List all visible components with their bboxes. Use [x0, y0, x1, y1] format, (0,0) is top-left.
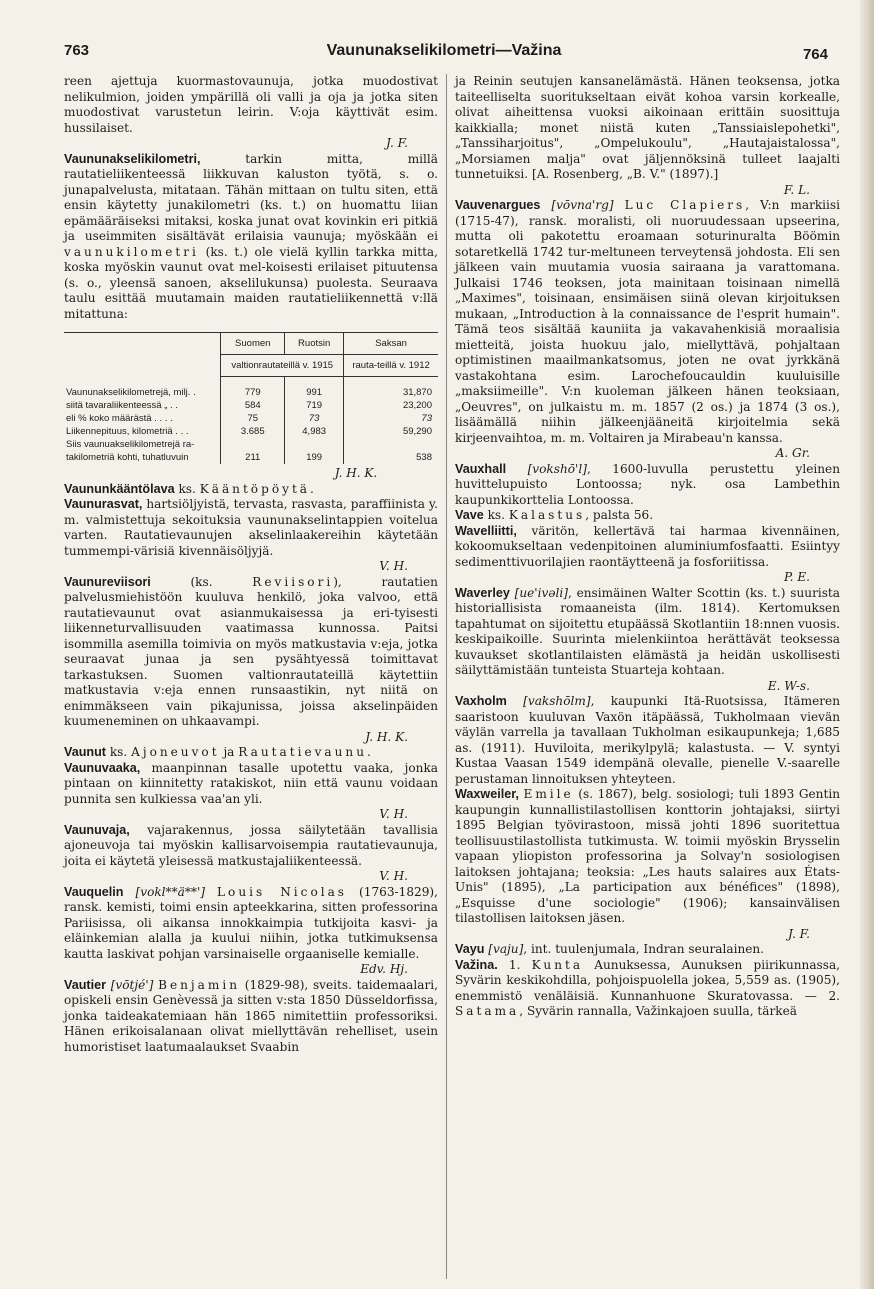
table-corner: [64, 333, 221, 355]
entry-text: , int. tuulenjumala, Indran seuralainen.: [523, 942, 765, 956]
cross-reference: vaunukilometri: [64, 244, 199, 259]
entry-vaxholm: [455, 694, 840, 787]
author-signature: P. E.: [783, 570, 810, 584]
entry-continuation: [455, 74, 840, 198]
entry-text: väritön, kellertävä tai harmaa kivennäinen, kokoomukseltaan vedenpitoinen aluminiumfosfaatti. Esiintyy sedimenttivuorilajien raontäytteenä ja fosforiitissa.: [455, 523, 840, 569]
entry-headword: Vaunureviisori: [64, 574, 151, 589]
entry-vaunuvaja: [64, 823, 438, 885]
entry-text: , V:n markiisi (1715-47), ransk. moralisti, oli nuoruudessaan upseerina, mutta oli pakotettu eroamaan soturinuralta Böömin sotaretkellä 1742 tur-meltuneen terveytensä johdosta. Eli sen jälkeen vain muutamia vuosia sairaana ja varattomana. Julkaisi 1746 teoksen, jota mainitaan toisinaan nimellä „Maximes", toisinaan, ensimäisen siinä olevan kirjoituksen mukaan, „Introduction à la connaissance de l'esprit humain". Tämä teos sisältää kauniita ja vakavahenkisiä moraalisia mietteitä, joista huokuu jalo, miellyttävä, pohjaltaan optimistinen maailmankatsomus, joten ne ovat jyrkkänä vastakohtana esim. Larochefoucauldin kuuluisille „maksiimeille". V:n kuoleman jälkeen hänen teoksiaan, „Oeuvres", on julkaistu m. m. 1857 (2 os.) ja 1874 (3 os.), lisäämällä niihin jälkeenjääneitä kirjoitelmia sekä kirjeenvaihtoa, m. m. Voltairen ja Mirabeau'n kanssa.: [455, 198, 840, 445]
entry-headword: Vaununakselikilometri,: [64, 151, 201, 166]
entry-text: , ensimäinen Walter Scottin (ks. t.) suurista historiallisista romaaneista (ilm. 1814). Kertomuksen tapahtumat on sijoitettu etupäässä Skotlantiin 18:nnen vuosis. keskipaikoille. Suurinta mielenkiintoa herättävät teoksessa kuvaukset skotlantilaisten elämästä ja heidän uskollisesti säilyttämistään tunteista Stuarteja kohtaan.: [455, 585, 840, 677]
entry-vayu: [455, 942, 840, 958]
table-row: siitä tavaraliikenteessä „ . . 584 719 23,200: [64, 399, 438, 412]
entry-text: (1829-98), sveits. taidemaalari, opiskeli ensin Genèvessä ja sitten v:sta 1850 Düsseldorfissa, jonka taideakatemiaan hän 1865 nimitettiin professoriksi. Hänen erikoisalanaan olivat miellyttävän rehelliset, usein humoristiset laatumaalaukset Svaabin: [64, 977, 438, 1054]
person-name: Benjamin: [158, 977, 241, 992]
entry-wavelliitti: [455, 524, 840, 586]
entry-headword: Vaununkääntölava: [64, 481, 175, 496]
table-header-suomen: Suomen: [221, 333, 285, 355]
section-label: Kunta: [531, 957, 584, 972]
column-divider: [446, 74, 447, 1279]
table-subheader-rauta: rauta-teillä v. 1912: [344, 355, 438, 377]
entry-headword: Vauvenargues: [455, 198, 541, 212]
entry-headword: Vave: [455, 508, 484, 522]
statistics-table: [64, 332, 438, 464]
entry-text: maanpinnan tasalle upotettu vaaka, jonka pintaan on kiinnitetty ratakiskot, niin että vaunu voidaan punnita sen kulkiessa vaa'an yli.: [64, 760, 438, 806]
entry-waxweiler: [455, 787, 840, 942]
author-signature: V. H.: [379, 869, 408, 883]
person-name: Louis Nicolas: [217, 884, 348, 899]
author-signature: V. H.: [379, 559, 408, 573]
entry-headword: Waxweiler,: [455, 787, 519, 801]
entry-headword: Vaunuvaja,: [64, 822, 130, 837]
entry-text: hartsiöljyistä, tervasta, rasvasta, paraffiinista y. m. valmistettuja sekoituksia vaununakselintappien voitelua varten. Rautatievaunujen akselinlaakereihin käytetään tummempi-värisiä kivennäisöljyjä.: [64, 497, 438, 558]
entry-text: (1763-1829), ransk. kemisti, toimi ensin apteekkarina, sitten professorina Pariisissa, oli aikansa innokkaimpia tutkijoita kasvi- ja eläinkemian alalla ja kuului niihin, jotka tutkimuksensa kautta laskivat pohjan varsinaiselle orgaaniselle kemialle.: [64, 884, 438, 961]
entry-text: reen ajettuja kuormastovaunuja, jotka muodostivat nelikulmion, joiden ympärillä oli valli ja oja ja jotka siten muodostivat varustetun leirin. V:oja käyttivät esim. hussilaiset.: [64, 74, 438, 135]
entry-vautier: [64, 978, 438, 1056]
table-header-saksan: Saksan: [344, 333, 438, 355]
cross-reference: Ajoneuvot: [131, 745, 220, 759]
entry-text: , kaupunki Itä-Ruotsissa, Itämeren saaristoon kuuluvan Vaxön itäpäässä, Tukholmaan vievän väylän varrella ja tavallaan Tukholman esikaupunkeja; 1,685 as. (1911). Huviloita, merikylpylä; kalastusta. — V. syntyi Kustaa Vaasan 1549 idempänä olevalle, pienelle V.-saarelle perustaman linnoituksen yhteyteen.: [455, 694, 840, 786]
pronunciation: [vakshōlm]: [523, 694, 591, 708]
left-column: [64, 74, 438, 1055]
pronunciation: [vokl**ä**']: [135, 884, 205, 899]
table-row: Liikennepituus, kilometriä . . . 3.685 4,983 59,290: [64, 425, 438, 438]
cross-reference: Kalastus: [508, 508, 586, 522]
entry-headword: Waverley: [455, 585, 510, 600]
entry-vaunut: Vaunut ks. Ajoneuvot ja Rautatievaunu.: [64, 745, 374, 759]
pronunciation: [vaju]: [488, 942, 524, 956]
entry-vauxhall: [455, 462, 840, 509]
author-signature: J. F.: [788, 926, 810, 941]
table-subheader-valtion: valtionrautateillä v. 1915: [221, 355, 344, 377]
entry-text: (ks. t.) ole vielä kyllin tarkka mitta, koska myöskin vaunut ovat mel-koisesti erilaiset pituutensa (s. o., yleensä sanoen, akselilukunsa) puolesta. Seuraava taulu esittää muutamain maiden rautatieliikennettä v:llä mitattuna:: [64, 244, 438, 321]
entry-text: ), rautatien palvelusmiehistöön kuuluva henkilö, joka valvoo, että rautatievaunut ovat asianmukaisessa ja eri-tyisesti liikenneturvallisuuden vaatimassa kunnossa. Paitsi isommilla asemilla toimivia on myös matkustavia v:eja, jotka seuraavat junaa ja sen pysähtyessä toimittavat tarkastuksen. Suomen valtionrautateillä käytettiin matkustavia v:eja ennen runsaastikin, nyt niitä on enimmäkseen vain pikajunissa, joissa akselinpäiden kuumeneminen on uhkaavampi.: [64, 574, 438, 728]
author-signature: J. F.: [386, 136, 408, 150]
table-row: Vaununakselikilometrejä, milj. . 779 991 31,870: [64, 377, 438, 400]
table-signature: J. H. K.: [334, 466, 378, 480]
entry-headword: Vaunurasvat,: [64, 497, 143, 511]
author-signature: E. W-s.: [767, 678, 810, 693]
entry-headword: Vautier: [64, 977, 106, 992]
pronunciation: [ue'ivəli]: [514, 585, 568, 600]
author-signature: J. H. K.: [365, 729, 408, 744]
entry-vaunureviisori: Vaunureviisori (ks. Reviisori), rautatien palvelusmiehistöön kuuluva henkilö, joka valvoo, että rautatievaunut ovat asianmukaisessa ja eri-tyisesti liikenneturvallisuuden vaatimassa kunnossa. Paitsi isommilla asemilla toimivia on myös matkustavia v:eja, jotka seuraavat junaa ja sen pysähtyessä toimittavat tarkastuksen. Suomen valtionrautateillä käytettiin matkustavia v:eja ennen runsaastikin, nyt niitä on enimmäkseen vain pikajunissa, joissa akselinpäiden kuumeneminen on uhkaavampi. J. H. K.: [64, 574, 438, 744]
author-signature: F. L.: [783, 182, 810, 197]
person-name: Emile: [523, 787, 574, 801]
entry-headword: Važina.: [455, 957, 498, 972]
entry-headword: Vaxholm: [455, 694, 507, 708]
entry-headword: Vaunut: [64, 745, 106, 759]
cross-reference: Rautatievaunu.: [238, 745, 374, 759]
cross-reference: Kääntöpöytä.: [199, 481, 317, 496]
running-title: Vaununakselikilometri—Važina: [326, 42, 562, 59]
person-name: Luc Clapiers: [624, 198, 746, 212]
page-number-right: 764: [802, 46, 828, 63]
entry-vaununkaantolava: Vaununkääntölava ks. Kääntöpöytä.: [64, 481, 317, 496]
entry-text: , 1600-luvulla perustettu yleinen huvittelupuisto Lontoossa; nyk. osa Lambethin kaupunkikorttelia Lontoossa.: [455, 461, 840, 507]
entry-headword: Vaunuvaaka,: [64, 760, 141, 775]
cross-reference: Reviisori: [252, 574, 334, 589]
table-row: takilometriä kohti, tuhatluvuin 211 199 538: [64, 451, 438, 464]
entry-vazina: Važina. 1. Kunta Aunuksessa, Aunuksen piirikunnassa, Syvärin keskikohdilla, pohjoispuolella jokea, 5,559 as. (1905), enemmistö venäläisiä. Kunnanhuone Skuratovassa. — 2. Satama, Syvärin rannalla, Važinkajoen suulla, tärkeä: [455, 957, 840, 1018]
table-row: Siis vaunuakselikilometrejä ra-: [64, 438, 438, 451]
author-signature: V. H.: [379, 807, 408, 821]
entry-vauquelin: [64, 885, 438, 978]
table-row: eli % koko määrästä . . . . 75 73 73: [64, 412, 438, 425]
right-column: [455, 74, 840, 1020]
table-header-ruotsin: Ruotsin: [285, 333, 344, 355]
page-header: [60, 40, 828, 66]
page-number-left: 763: [64, 42, 90, 59]
author-signature: A. Gr.: [775, 446, 810, 460]
entry-continuation: [64, 74, 438, 152]
entry-text: ja Reinin seutujen kansanelämästä. Hänen teoksensa, jotka taiteelliselta suoritukseltaan eivät kohoa varsin korkealle, olivat aiheittensa vuoksi aikoinaan erittäin suosittuja kaikkialla; monet niistä kuten „Tanssiaislepohetki", „Tanssiharjoitus", „Ompelukoulu", „Hautajaistalossa", „Morsiamen malja" ovat jäljennöksinä tulleet laajalti tunnetuiksi. [A. Rosenberg, „B. V." (1897).]: [455, 74, 840, 181]
entry-headword: Wavelliitti,: [455, 523, 517, 538]
page-edge: [860, 0, 874, 1289]
entry-waverley: [455, 586, 840, 695]
entry-vave: Vave ks. Kalastus, palsta 56.: [455, 508, 654, 522]
entry-text: , Syvärin rannalla, Važinkajoen suulla, tärkeä: [519, 1004, 797, 1018]
entry-vauvenargues: [455, 198, 840, 462]
section-label: Satama: [455, 1004, 520, 1018]
author-signature: Edv. Hj.: [360, 962, 408, 976]
pronunciation: [vokshō'l]: [527, 461, 587, 476]
pronunciation: [vōvna'rg]: [551, 198, 614, 212]
entry-text: tarkin mitta, millä rautatieliikenteessä liikkuvan kaluston työtä, s. o. junapalvelusta, mitataan. Tähän mittaan on tultu siten, että ensin käytetty junakilometri (ks. t.) on huomattu liian epämääräiseksi mitaksi, koska junat ovat kovinkin eri pitkiä ja useimmiten sisältävät erilaisia vaunuja; myöskään ei: [64, 151, 438, 243]
entry-headword: Vauxhall: [455, 461, 507, 476]
pronunciation: [vōtjé']: [110, 977, 154, 992]
entry-vaununakselikilometri: [64, 152, 438, 323]
entry-text: vajarakennus, jossa säilytetään tavallisia ajoneuvoja tai myöskin kallisarvoisempia rautatievaunuja, joita ei käytetä yleisessä matkustajaliikenteessä.: [64, 822, 438, 868]
entry-vaunurasvat: [64, 497, 438, 575]
entry-text: Aunuksessa, Aunuksen piirikunnassa, Syvärin keskikohdilla, pohjoispuolella jokea, 5,559 as. (1905), enemmistö venäläisiä. Kunnanhuone Skuratovassa. — 2.: [455, 957, 840, 1003]
entry-headword: Vauquelin: [64, 884, 124, 899]
entry-text: (s. 1867), belg. sosiologi; tuli 1893 Gentin kaupungin kunnallistilastollisen konttorin johtajaksi, siirtyi 1895 Belgian työvirastoon, missä johti 1896 suoritettua teollisuustilastollista tutkimusta. W. toimii myöskin Brysselin vapaan yliopiston professorina ja Solvay'n sosiologisen laitoksen johtajana; teoksia: „Les hauts salaires aux États-Unis" (1895), „La participation aux bénéfices" (1898), „Esquisse d'une sociologie" (1906); kansainvälisen tilastollisen laitoksen jäsen.: [455, 787, 840, 925]
entry-vaunuvaaka: [64, 761, 438, 823]
entry-headword: Vayu: [455, 942, 485, 956]
